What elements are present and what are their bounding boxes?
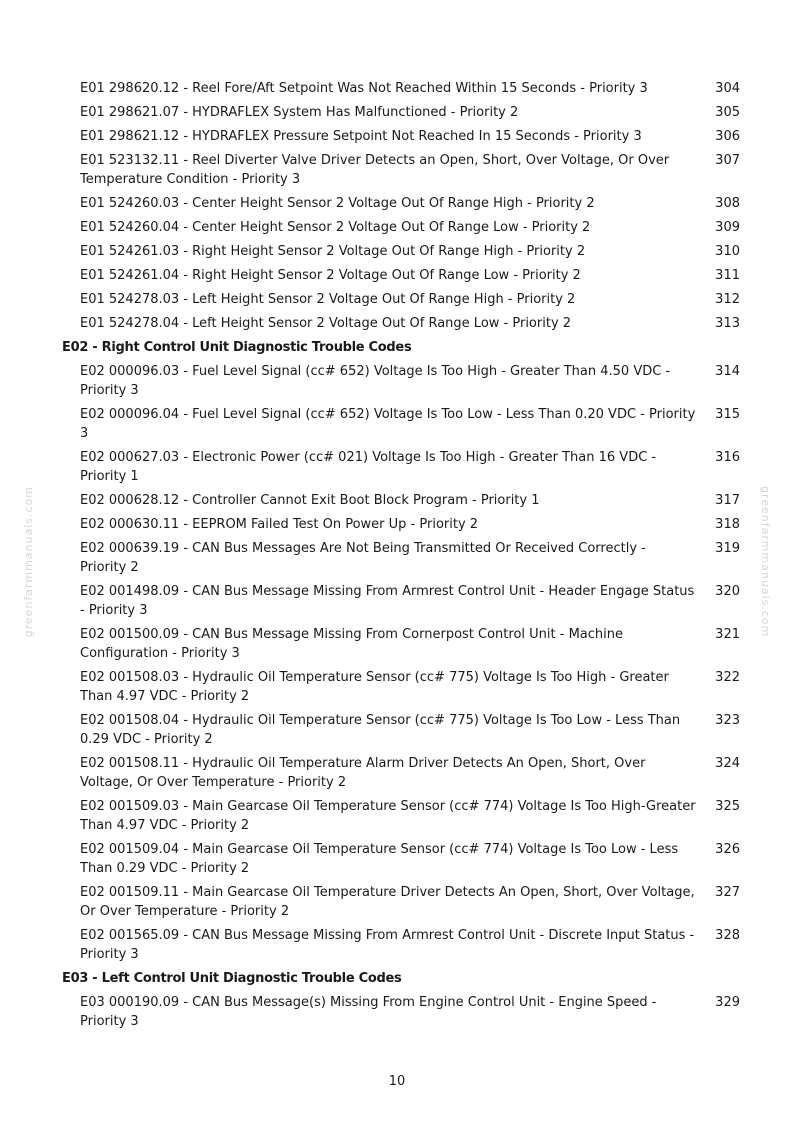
toc-entry-page: 319 xyxy=(715,541,740,556)
toc-entry-title: E03 000190.09 - CAN Bus Message(s) Missing From Engine Control Unit - Engine Speed - Priority 3 xyxy=(80,995,657,1029)
toc-entry[interactable] xyxy=(62,405,752,443)
toc-entry-title: E01 524261.04 - Right Height Sensor 2 Voltage Out Of Range Low - Priority 2 xyxy=(80,268,581,283)
toc-entry-page: 304 xyxy=(715,81,740,96)
toc-entry[interactable] xyxy=(62,883,752,921)
toc-entry[interactable] xyxy=(62,290,752,309)
page-number: 10 xyxy=(388,1074,406,1089)
toc-entry[interactable] xyxy=(62,491,752,510)
toc-entry-title: E02 001509.03 - Main Gearcase Oil Temperature Sensor (cc# 774) Voltage Is Too High-Greater Than 4.97 VDC - Priority 2 xyxy=(80,799,696,833)
toc-entry-title: E02 001508.11 - Hydraulic Oil Temperature Alarm Driver Detects An Open, Short, Over Voltage, Or Over Temperature - Priority 2 xyxy=(80,756,646,790)
toc-entry[interactable] xyxy=(62,926,752,964)
toc-entry-page: 317 xyxy=(715,493,740,508)
toc-entry-page: 306 xyxy=(715,129,740,144)
toc-entry-page: 320 xyxy=(715,584,740,599)
toc-entry[interactable] xyxy=(62,840,752,878)
toc-entry-title: E01 524278.03 - Left Height Sensor 2 Voltage Out Of Range High - Priority 2 xyxy=(80,292,576,307)
toc-entry[interactable] xyxy=(62,993,752,1031)
toc-entry[interactable] xyxy=(62,515,752,534)
toc-entry[interactable] xyxy=(62,266,752,285)
toc-entry-title: E02 000627.03 - Electronic Power (cc# 021) Voltage Is Too High - Greater Than 16 VDC - Priority 1 xyxy=(80,450,657,484)
toc-entry-title: E02 000096.04 - Fuel Level Signal (cc# 652) Voltage Is Too Low - Less Than 0.20 VDC - Priority 3 xyxy=(80,407,696,441)
toc-entry-title: E02 001509.04 - Main Gearcase Oil Temperature Sensor (cc# 774) Voltage Is Too Low - Less Than 0.29 VDC - Priority 2 xyxy=(80,842,679,876)
watermark-right: greenfarmmanuals.com xyxy=(759,486,772,638)
toc-entry-page: 309 xyxy=(715,220,740,235)
toc-entry[interactable] xyxy=(62,127,752,146)
toc-entry-title: E01 298621.07 - HYDRAFLEX System Has Malfunctioned - Priority 2 xyxy=(80,105,519,120)
toc-entry-page: 307 xyxy=(715,153,740,168)
toc-entry[interactable] xyxy=(62,151,752,189)
toc-entry-page: 316 xyxy=(715,450,740,465)
toc-entry-title: E01 524261.03 - Right Height Sensor 2 Voltage Out Of Range High - Priority 2 xyxy=(80,244,586,259)
toc-entry-title: E02 000628.12 - Controller Cannot Exit Boot Block Program - Priority 1 xyxy=(80,493,540,508)
toc-entry-title: E01 524260.03 - Center Height Sensor 2 Voltage Out Of Range High - Priority 2 xyxy=(80,196,595,211)
toc-entry[interactable] xyxy=(62,79,752,98)
toc-entry-page: 318 xyxy=(715,517,740,532)
toc-entry[interactable] xyxy=(62,103,752,122)
toc-entry-title: E02 000639.19 - CAN Bus Messages Are Not Being Transmitted Or Received Correctly - Priority 2 xyxy=(80,541,646,575)
toc-entry-title: E02 001508.04 - Hydraulic Oil Temperature Sensor (cc# 775) Voltage Is Too Low - Less Than 0.29 VDC - Priority 2 xyxy=(80,713,681,747)
toc-entry-page: 312 xyxy=(715,292,740,307)
toc-entry-title: E02 001500.09 - CAN Bus Message Missing From Cornerpost Control Unit - Machine Configuration - Priority 3 xyxy=(80,627,623,661)
toc-entry-title: E01 298621.12 - HYDRAFLEX Pressure Setpoint Not Reached In 15 Seconds - Priority 3 xyxy=(80,129,642,144)
toc-entry[interactable] xyxy=(62,582,752,620)
toc-entry-title: E02 001509.11 - Main Gearcase Oil Temperature Driver Detects An Open, Short, Over Voltage, Or Over Temperature - Priority 2 xyxy=(80,885,695,919)
toc-entry-page: 322 xyxy=(715,670,740,685)
toc-entry-title: E01 524278.04 - Left Height Sensor 2 Voltage Out Of Range Low - Priority 2 xyxy=(80,316,572,331)
table-of-contents xyxy=(62,79,752,1036)
toc-entry-page: 310 xyxy=(715,244,740,259)
toc-entry-title: E01 298620.12 - Reel Fore/Aft Setpoint Was Not Reached Within 15 Seconds - Priority 3 xyxy=(80,81,648,96)
toc-entry-page: 324 xyxy=(715,756,740,771)
toc-entry[interactable] xyxy=(62,539,752,577)
toc-entry[interactable] xyxy=(62,242,752,261)
toc-entry-page: 314 xyxy=(715,364,740,379)
toc-entry-page: 328 xyxy=(715,928,740,943)
toc-entry-title: E02 001498.09 - CAN Bus Message Missing From Armrest Control Unit - Header Engage Status - Priority 3 xyxy=(80,584,695,618)
toc-entry[interactable] xyxy=(62,797,752,835)
toc-entry[interactable] xyxy=(62,711,752,749)
section-heading: E02 - Right Control Unit Diagnostic Trouble Codes xyxy=(62,340,412,355)
watermark-left: greenfarmmanuals.com xyxy=(22,486,35,638)
toc-entry[interactable] xyxy=(62,625,752,663)
toc-entry[interactable] xyxy=(62,448,752,486)
toc-entry[interactable] xyxy=(62,754,752,792)
toc-entry-page: 327 xyxy=(715,885,740,900)
toc-entry-page: 311 xyxy=(715,268,740,283)
toc-entry-page: 325 xyxy=(715,799,740,814)
toc-entry-title: E02 001508.03 - Hydraulic Oil Temperature Sensor (cc# 775) Voltage Is Too High - Greater Than 4.97 VDC - Priority 2 xyxy=(80,670,669,704)
toc-entry-title: E02 000630.11 - EEPROM Failed Test On Power Up - Priority 2 xyxy=(80,517,479,532)
toc-entry[interactable] xyxy=(62,362,752,400)
toc-entry-page: 305 xyxy=(715,105,740,120)
toc-entry-page: 313 xyxy=(715,316,740,331)
toc-entry-title: E02 001565.09 - CAN Bus Message Missing From Armrest Control Unit - Discrete Input Status - Priority 3 xyxy=(80,928,695,962)
toc-entry-title: E02 000096.03 - Fuel Level Signal (cc# 652) Voltage Is Too High - Greater Than 4.50 VDC - Priority 3 xyxy=(80,364,671,398)
toc-entry[interactable] xyxy=(62,668,752,706)
toc-entry-page: 308 xyxy=(715,196,740,211)
toc-entry-page: 315 xyxy=(715,407,740,422)
toc-entry[interactable] xyxy=(62,218,752,237)
toc-entry[interactable] xyxy=(62,314,752,333)
toc-entry-page: 323 xyxy=(715,713,740,728)
toc-entry-page: 329 xyxy=(715,995,740,1010)
toc-entry-title: E01 524260.04 - Center Height Sensor 2 Voltage Out Of Range Low - Priority 2 xyxy=(80,220,591,235)
toc-entry-page: 326 xyxy=(715,842,740,857)
section-heading: E03 - Left Control Unit Diagnostic Trouble Codes xyxy=(62,971,402,986)
toc-entry-page: 321 xyxy=(715,627,740,642)
toc-entry[interactable] xyxy=(62,194,752,213)
toc-entry-title: E01 523132.11 - Reel Diverter Valve Driver Detects an Open, Short, Over Voltage, Or Over Temperature Condition - Priority 3 xyxy=(80,153,670,187)
